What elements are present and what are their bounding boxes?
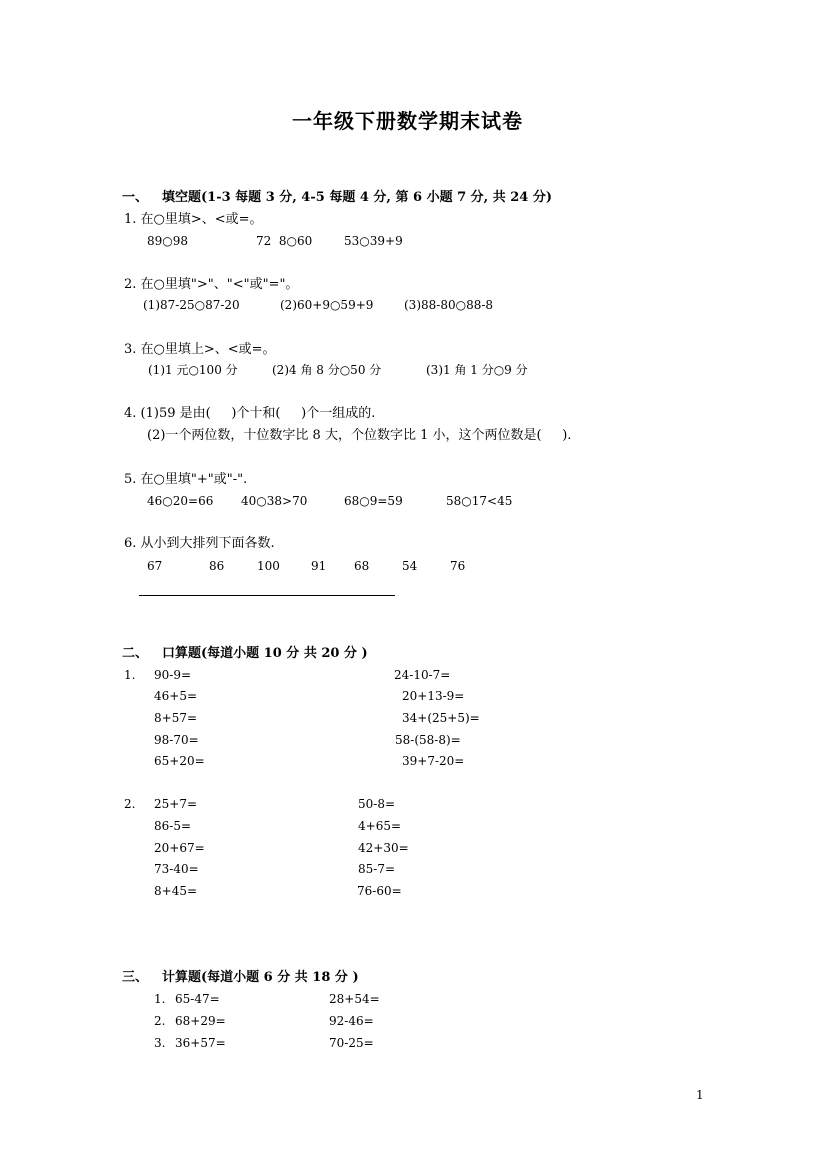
problem: 25+7=: [154, 797, 198, 811]
problem: 92-46=: [329, 1014, 374, 1028]
problem: 65-47=: [175, 992, 220, 1006]
problem: 65+20=: [154, 754, 205, 768]
group1-label: 1.: [124, 668, 136, 682]
problem: 73-40=: [154, 862, 199, 876]
q6-number: 91: [311, 559, 327, 573]
q1-item: 53○39+9: [344, 234, 403, 248]
q3-stem: 3. 在○里填上>、<或=。: [124, 342, 276, 357]
problem-number: 3.: [154, 1036, 166, 1050]
q6-number: 68: [354, 559, 370, 573]
q2-item: (2)60+9○59+9: [280, 298, 374, 312]
section1-number: 一、: [122, 190, 149, 205]
q3-item: (3)1 角 1 分○9 分: [426, 363, 528, 377]
q1-item: 72 8○60: [256, 234, 313, 248]
q1-item: 89○98: [147, 234, 189, 248]
q6-number: 67: [147, 559, 163, 573]
q2-item: (1)87-25○87-20: [143, 298, 240, 312]
group2-label: 2.: [124, 797, 136, 811]
problem: 28+54=: [329, 992, 380, 1006]
problem: 86-5=: [154, 819, 192, 833]
problem: 90-9=: [154, 668, 192, 682]
answer-line: [139, 595, 395, 596]
q6-number: 100: [257, 559, 280, 573]
section3-number: 三、: [122, 970, 149, 985]
problem: 85-7=: [358, 862, 396, 876]
q2-stem: 2. 在○里填">"、"<"或"="。: [124, 277, 299, 292]
q6-number: 76: [450, 559, 466, 573]
problem: 46+5=: [154, 689, 198, 703]
q1-stem: 1. 在○里填>、<或=。: [124, 212, 263, 227]
problem: 42+30=: [358, 841, 409, 855]
q3-item: (1)1 元○100 分: [148, 363, 238, 377]
q5-item: 40○38>70: [241, 494, 308, 508]
section2-heading: 口算题(每道小题 10 分 共 20 分 ): [162, 646, 368, 661]
q3-item: (2)4 角 8 分○50 分: [272, 363, 382, 377]
q6-stem: 6. 从小到大排列下面各数.: [124, 536, 275, 551]
problem: 34+(25+5)=: [402, 711, 480, 725]
problem: 98-70=: [154, 733, 199, 747]
problem: 20+67=: [154, 841, 205, 855]
page-title: 一年级下册数学期末试卷: [292, 109, 523, 133]
problem: 24-10-7=: [394, 668, 451, 682]
section3-heading: 计算题(每道小题 6 分 共 18 分 ): [162, 970, 359, 985]
problem: 36+57=: [175, 1036, 226, 1050]
q6-number: 54: [402, 559, 418, 573]
q5-stem: 5. 在○里填"+"或"-".: [124, 472, 248, 487]
q5-item: 68○9=59: [344, 494, 403, 508]
problem: 58-(58-8)=: [395, 733, 461, 747]
section2-number: 二、: [122, 646, 149, 661]
q5-item: 58○17<45: [446, 494, 513, 508]
problem: 39+7-20=: [402, 754, 465, 768]
q5-item: 46○20=66: [147, 494, 214, 508]
problem: 4+65=: [358, 819, 402, 833]
q6-number: 86: [209, 559, 225, 573]
q4-line2: (2)一个两位数，十位数字比 8 大，个位数字比 1 小，这个两位数是( ).: [147, 428, 572, 443]
problem-number: 1.: [154, 992, 166, 1006]
problem: 8+57=: [154, 711, 198, 725]
q2-item: (3)88-80○88-8: [404, 298, 494, 312]
problem: 76-60=: [357, 884, 402, 898]
problem-number: 2.: [154, 1014, 166, 1028]
page-number: 1: [696, 1088, 704, 1102]
q4-line1: 4. (1)59 是由( )个十和( )个一组成的.: [124, 406, 376, 421]
section1-heading: 填空题(1-3 每题 3 分, 4-5 每题 4 分, 第 6 小题 7 分, 共 24 分): [162, 190, 553, 205]
problem: 20+13-9=: [402, 689, 465, 703]
problem: 8+45=: [154, 884, 198, 898]
problem: 68+29=: [175, 1014, 226, 1028]
problem: 50-8=: [358, 797, 396, 811]
problem: 70-25=: [329, 1036, 374, 1050]
